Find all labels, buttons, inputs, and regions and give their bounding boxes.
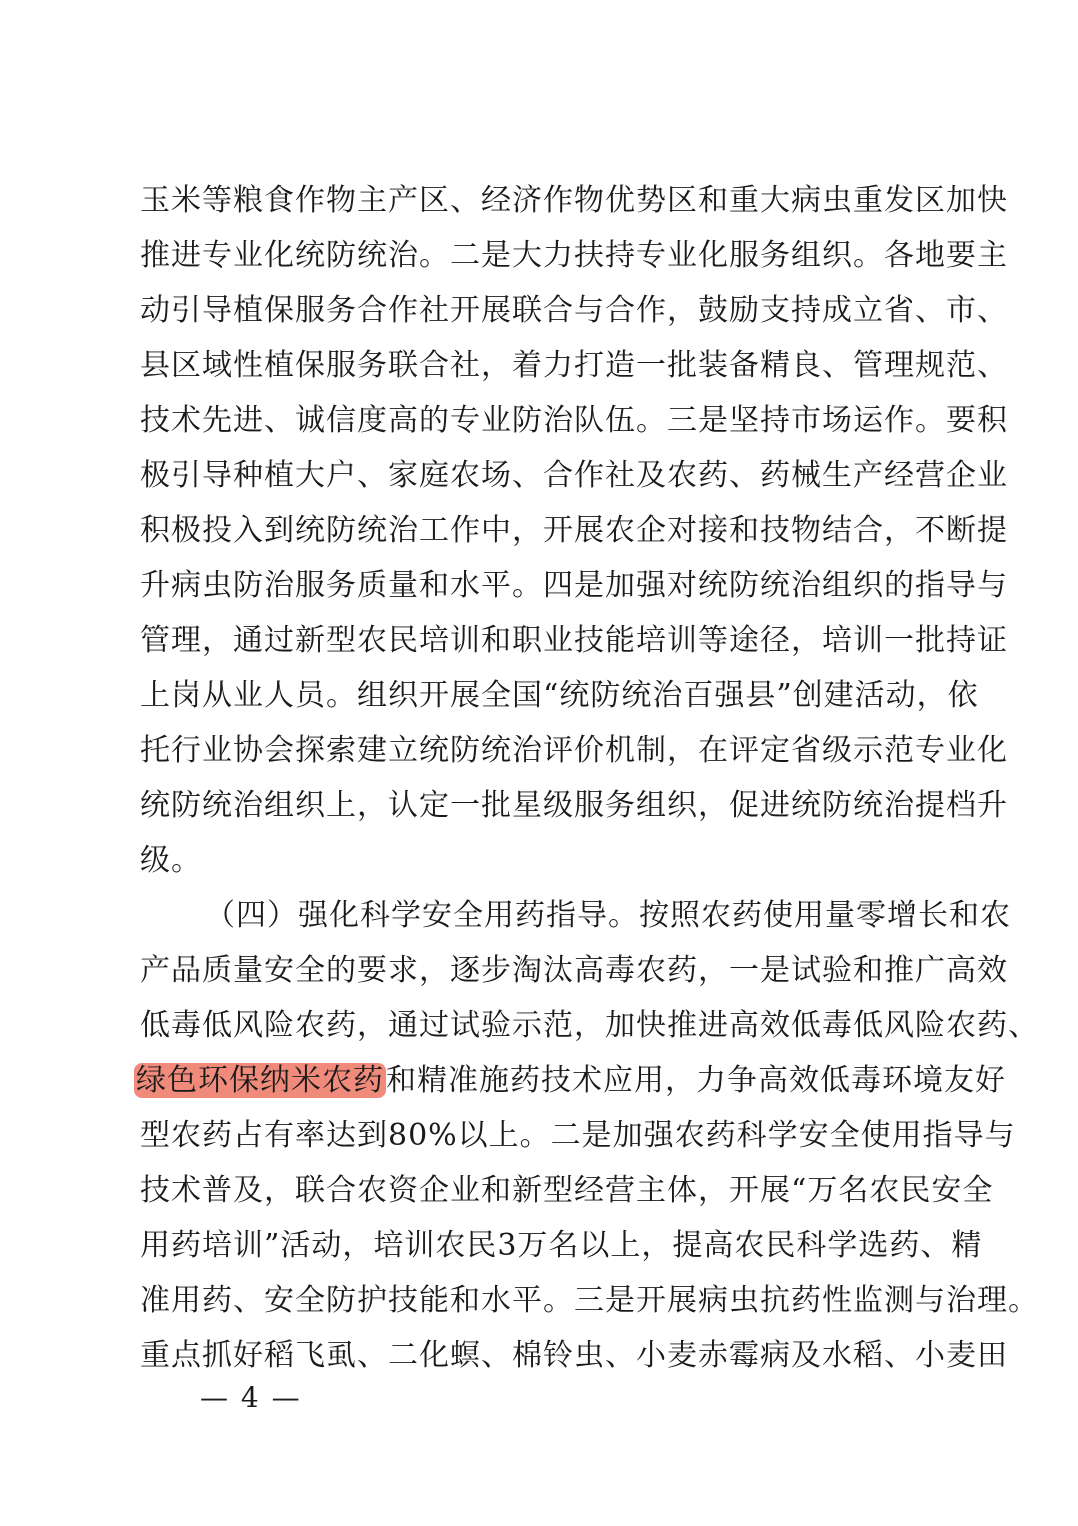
text-line-18: 型农药占有率达到80%以上。二是加强农药科学安全使用指导与 (140, 1118, 1016, 1153)
text-line-1: 玉米等粮食作物主产区、经济作物优势区和重大病虫重发区加快 (140, 183, 1008, 218)
text-line-8: 升病虫防治服务质量和水平。四是加强对统防统治组织的指导与 (140, 568, 1008, 603)
text-line-22: 重点抓好稻飞虱、二化螟、棉铃虫、小麦赤霉病及水稻、小麦田 (140, 1338, 1008, 1373)
text-line-19: 技术普及，联合农资企业和新型经营主体，开展“万名农民安全 (140, 1173, 994, 1208)
text-line-17-rest: 和精准施药技术应用，力争高效低毒环境友好 (386, 1063, 1006, 1098)
section-heading-line: （四）强化科学安全用药指导。按照农药使用量零增长和农 (205, 898, 1011, 933)
text-line-7: 积极投入到统防统治工作中，开展农企对接和技物结合，不断提 (140, 513, 1008, 548)
text-line-15: 产品质量安全的要求，逐步淘汰高毒农药，一是试验和推广高效 (140, 953, 1008, 988)
text-line-6: 极引导种植大户、家庭农场、合作社及农药、药械生产经营企业 (140, 458, 1008, 493)
text-line-21: 准用药、安全防护技能和水平。三是开展病虫抗药性监测与治理。 (140, 1283, 1039, 1318)
text-line-16: 低毒低风险农药，通过试验示范，加快推进高效低毒低风险农药、 (140, 1008, 1039, 1043)
highlighted-phrase: 绿色环保纳米农药 (136, 1063, 384, 1098)
text-line-13: 级。 (140, 843, 202, 878)
text-line-5: 技术先进、诚信度高的专业防治队伍。三是坚持市场运作。要积 (140, 403, 1008, 438)
text-line-2: 推进专业化统防统治。二是大力扶持专业化服务组织。各地要主 (140, 238, 1008, 273)
text-line-20: 用药培训”活动，培训农民3万名以上，提高农民科学选药、精 (140, 1228, 983, 1263)
text-line-17 (136, 1061, 1006, 1101)
text-line-10: 上岗从业人员。组织开展全国“统防统治百强县”创建活动，依 (140, 678, 979, 713)
text-line-11: 托行业协会探索建立统防统治评价机制，在评定省级示范专业化 (140, 733, 1008, 768)
text-line-4: 县区域性植保服务联合社，着力打造一批装备精良、管理规范、 (140, 348, 1008, 383)
text-line-9: 管理，通过新型农民培训和职业技能培训等途径，培训一批持证 (140, 623, 1008, 658)
text-line-3: 动引导植保服务合作社开展联合与合作，鼓励支持成立省、市、 (140, 293, 1008, 328)
page-number: — 4 — (200, 1381, 302, 1414)
text-line-12: 统防统治组织上，认定一批星级服务组织，促进统防统治提档升 (140, 788, 1008, 823)
